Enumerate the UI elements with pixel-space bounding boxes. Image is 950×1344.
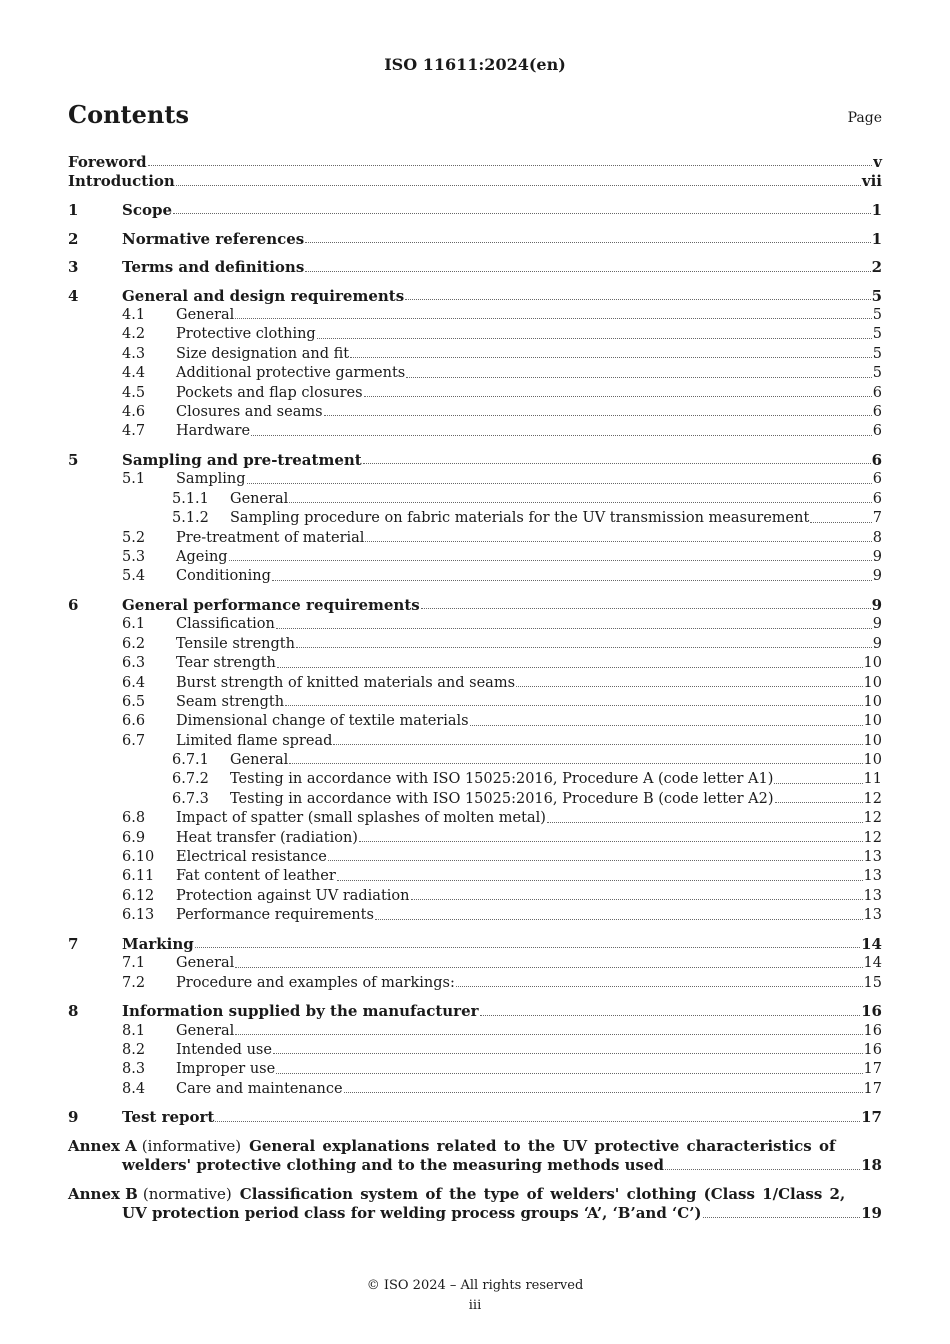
toc-entry-page: 16 [863,1022,882,1039]
toc-entry-number: 7 [68,934,79,953]
toc-entry-page: 13 [863,907,882,924]
document-header: ISO 11611:2024(en) [384,55,566,74]
toc-entry-number: 5.1.2 [172,510,209,527]
dot-leader [176,184,861,186]
toc-entry-label: General [176,955,235,972]
toc-entry-page: 6 [871,451,882,470]
toc-entry[interactable] [68,848,882,867]
annex-page: 19 [861,1204,882,1223]
toc-entry-label: General [230,752,289,769]
toc-entry-label: Sampling [176,471,246,488]
toc-entry-page: 10 [863,693,882,710]
toc-entry[interactable] [68,172,882,191]
toc-entry-number: 6.4 [122,674,146,691]
toc-entry-page: 9 [872,635,882,652]
toc-entry-page: 10 [863,713,882,730]
toc-entry-page: 10 [863,674,882,691]
toc-entry-number: 4.7 [122,423,146,440]
annex-page: 18 [861,1156,882,1175]
dot-leader [350,356,872,358]
toc-entry-number: 5.1 [122,471,146,488]
page-title: Contents [68,100,189,129]
toc-entry-number: 5.1.1 [172,490,209,507]
dot-leader [337,879,863,881]
toc-entry[interactable] [68,490,882,509]
toc-entry-page: 5 [872,345,882,362]
toc-entry-number: 6.9 [122,829,146,846]
toc-entry-page: 5 [872,326,882,343]
dot-leader [324,414,872,416]
dot-leader [305,270,870,272]
toc-entry-label: Sampling procedure on fabric materials for the UV transmission measurement [230,510,810,527]
toc-entry-page: 9 [872,548,882,565]
toc-entry-page: 8 [872,529,882,546]
toc-entry-label: Terms and definitions [122,258,305,277]
dot-leader [774,782,862,784]
toc-entry-number: 8.4 [122,1080,146,1097]
toc-entry[interactable] [68,287,882,306]
toc-entry-page: vii [861,172,882,191]
toc-entry-label: Introduction [68,172,175,191]
dot-leader [247,482,872,484]
toc-entry[interactable] [68,712,882,731]
toc-entry-label: Closures and seams [176,404,323,421]
dot-leader [456,985,863,987]
toc-entry-page: 11 [863,771,882,788]
annex-entry[interactable] [68,1185,882,1224]
toc-entry-number: 6.7.3 [172,790,209,807]
dot-leader [251,434,872,436]
dot-leader [277,666,863,668]
toc-entry-page: 9 [872,568,882,585]
toc-entry-label: Care and maintenance [176,1080,343,1097]
toc-entry[interactable] [68,732,882,751]
dot-leader [289,501,871,503]
toc-entry-label: Foreword [68,153,147,171]
page-column-label: Page [847,110,882,126]
toc-entry-label: Protective clothing [176,326,316,343]
toc-entry-label: Protection against UV radiation [176,887,410,904]
toc-entry-label: Dimensional change of textile materials [176,713,469,730]
toc-entry-number: 5 [68,451,79,470]
dot-leader [364,395,872,397]
toc-entry-number: 4.2 [122,326,146,343]
toc-entry-number: 6.1 [122,616,146,633]
toc-entry[interactable] [68,1022,882,1041]
toc-entry-number: 8.3 [122,1061,146,1078]
toc-entry-label: Tear strength [176,655,276,672]
toc-entry-page: 10 [863,655,882,672]
toc-entry[interactable] [68,306,882,325]
dot-leader [344,1091,863,1093]
toc-entry[interactable] [68,974,882,993]
dot-leader [273,1052,863,1054]
dot-leader [480,1014,861,1016]
toc-entry-label: Procedure and examples of markings: [176,974,455,991]
toc-entry-number: 5.3 [122,548,146,565]
dot-leader [665,1168,860,1170]
dot-leader [359,840,863,842]
toc-entry[interactable] [68,230,882,249]
toc-entry[interactable] [68,770,882,789]
toc-entry-label: Limited flame spread [176,732,333,749]
toc-entry-label: Testing in accordance with ISO 15025:2016, Procedure A (code letter A1) [230,771,774,788]
toc-entry[interactable] [68,674,882,693]
toc-entry-number: 7.2 [122,974,146,991]
toc-entry-number: 6.7 [122,732,146,749]
dot-leader [296,646,872,648]
toc-entry-number: 5.4 [122,568,146,585]
toc-entry[interactable] [68,1108,882,1127]
toc-entry[interactable] [68,887,882,906]
dot-leader [547,821,863,823]
toc-entry-label: Information supplied by the manufacturer [122,1002,479,1021]
dot-leader [235,966,862,968]
toc-entry-page: 7 [872,510,882,527]
toc-entry-number: 4.6 [122,404,146,421]
toc-entry[interactable] [68,403,882,422]
toc-entry[interactable] [68,615,882,634]
toc-entry-label: Impact of spatter (small splashes of molten metal) [176,810,546,827]
dot-leader [405,298,870,300]
toc-entry-label: Additional protective garments [176,365,406,382]
toc-entry[interactable] [68,906,882,925]
toc-entry[interactable] [68,829,882,848]
dot-leader [363,462,871,464]
toc-entry-number: 8.1 [122,1022,146,1039]
toc-entry-page: v [873,153,882,171]
dot-leader [235,1033,862,1035]
toc-entry-page: 5 [871,286,882,305]
toc-entry-page: 9 [871,595,882,614]
toc-entry-label: Marking [122,934,194,953]
toc-entry-number: 4.4 [122,365,146,382]
toc-entry-number: 9 [68,1108,79,1127]
toc-entry-number: 6.2 [122,635,146,652]
toc-entry[interactable] [68,529,882,548]
toc-entry-page: 2 [871,258,882,277]
toc-entry[interactable] [68,345,882,364]
toc-entry-label: Fat content of leather [176,868,336,885]
toc-entry[interactable] [68,867,882,886]
toc-entry-label: Pre-treatment of material [176,529,365,546]
toc-entry-number: 5.2 [122,529,146,546]
page-footer [0,1276,950,1316]
toc-entry-label: Normative references [122,229,305,248]
toc-entry[interactable] [68,201,882,220]
dot-leader [195,946,860,948]
toc-entry-label: Ageing [176,548,228,565]
annex-kind: (normative) [142,1184,232,1203]
toc-entry-page: 10 [863,752,882,769]
table-of-contents [68,153,882,1224]
toc-entry-page: 13 [863,849,882,866]
toc-entry-page: 17 [863,1080,882,1097]
toc-entry-number: 1 [68,200,79,219]
toc-entry[interactable] [68,153,882,172]
toc-entry[interactable] [68,809,882,828]
toc-entry[interactable] [68,509,882,528]
dot-leader [328,859,863,861]
toc-entry-label: General [230,490,289,507]
annex-kind: (informative) [141,1136,242,1155]
toc-entry[interactable] [68,258,882,277]
toc-entry-label: Sampling and pre-treatment [122,451,362,470]
toc-entry-number: 3 [68,258,79,277]
toc-entry-label: General performance requirements [122,595,420,614]
toc-entry[interactable] [68,384,882,403]
dot-leader [375,918,863,920]
dot-leader [810,521,871,523]
toc-entry-number: 4.1 [122,307,146,324]
toc-entry-label: Tensile strength [176,635,295,652]
toc-entry-page: 12 [863,810,882,827]
toc-entry[interactable] [68,1002,882,1021]
toc-entry[interactable] [68,548,882,567]
toc-entry-number: 8.2 [122,1041,146,1058]
toc-entry[interactable] [68,364,882,383]
toc-entry-page: 9 [872,616,882,633]
toc-entry-page: 6 [872,490,882,507]
toc-entry-label: Pockets and flap closures [176,384,363,401]
toc-entry-number: 6 [68,595,79,614]
dot-leader [775,801,863,803]
toc-entry-label: Heat transfer (radiation) [176,829,358,846]
dot-leader [235,317,871,319]
toc-entry-number: 6.5 [122,693,146,710]
toc-entry-page: 6 [872,404,882,421]
toc-entry[interactable] [68,325,882,344]
toc-entry-label: Electrical resistance [176,849,327,866]
toc-entry-label: Conditioning [176,568,271,585]
dot-leader [289,762,862,764]
annex-title-line1: General explanations related to the UV protective characteristics of [249,1136,836,1155]
toc-entry[interactable] [68,954,882,973]
toc-entry-page: 13 [863,887,882,904]
toc-entry-label: General [176,1022,235,1039]
toc-entry-number: 6.3 [122,655,146,672]
toc-entry[interactable] [68,1080,882,1099]
toc-entry-label: Classification [176,616,275,633]
dot-leader [333,743,862,745]
dot-leader [406,376,872,378]
toc-entry-page: 1 [871,200,882,219]
toc-entry-number: 4.5 [122,384,146,401]
toc-entry-label: Burst strength of knitted materials and seams [176,674,516,691]
toc-entry-page: 12 [863,790,882,807]
toc-entry-page: 17 [863,1061,882,1078]
toc-entry-page: 16 [863,1041,882,1058]
toc-entry[interactable] [68,422,882,441]
annex-label: Annex B [68,1184,138,1203]
toc-entry-page: 15 [863,974,882,991]
annex-entry[interactable] [68,1137,882,1176]
toc-entry-page: 17 [861,1108,882,1127]
toc-entry[interactable] [68,1060,882,1079]
annex-title-line2: UV protection period class for welding process groups ‘A’, ‘B’and ‘C’) [122,1204,702,1223]
dot-leader [317,337,872,339]
dot-leader [215,1120,860,1122]
toc-entry-label: Seam strength [176,693,285,710]
toc-entry-label: Testing in accordance with ISO 15025:2016, Procedure B (code letter A2) [230,790,774,807]
dot-leader [148,164,873,166]
toc-entry-page: 14 [861,934,882,953]
toc-entry-page: 6 [872,471,882,488]
toc-entry-page: 14 [863,955,882,972]
dot-leader [703,1216,861,1218]
toc-entry-label: Improper use [176,1061,276,1078]
dot-leader [173,212,871,214]
toc-entry-label: Size designation and fit [176,345,350,362]
toc-entry-page: 13 [863,868,882,885]
toc-entry-label: Scope [122,200,173,219]
toc-entry-number: 7.1 [122,955,146,972]
toc-entry-page: 16 [861,1002,882,1021]
toc-entry-page: 12 [863,829,882,846]
dot-leader [516,685,863,687]
toc-entry-number: 4 [68,286,79,305]
toc-entry-number: 6.12 [122,887,155,904]
toc-entry[interactable] [68,1041,882,1060]
dot-leader [470,724,863,726]
toc-entry[interactable] [68,751,882,770]
toc-entry-label: General [176,307,235,324]
toc-entry-number: 6.8 [122,810,146,827]
toc-entry-number: 6.7.1 [172,752,209,769]
toc-entry-page: 1 [871,229,882,248]
copyright-notice: © ISO 2024 – All rights reserved [366,1278,584,1293]
dot-leader [276,627,872,629]
toc-entry-number: 8 [68,1002,79,1021]
annex-title-line1: Classification system of the type of welders' clothing (Class 1/Class 2, [239,1184,846,1203]
toc-entry-page: 5 [872,365,882,382]
toc-entry-page: 5 [872,307,882,324]
dot-leader [421,607,871,609]
toc-entry[interactable] [68,451,882,470]
toc-entry-number: 6.10 [122,849,155,866]
dot-leader [411,898,863,900]
toc-entry-label: Intended use [176,1041,272,1058]
toc-entry-page: 6 [872,384,882,401]
toc-entry[interactable] [68,790,882,809]
toc-entry-page: 10 [863,732,882,749]
annex-title-line2: welders' protective clothing and to the measuring methods used [122,1156,665,1175]
toc-entry-number: 2 [68,229,79,248]
toc-entry[interactable] [68,635,882,654]
dot-leader [305,241,870,243]
toc-entry-label: Hardware [176,423,251,440]
toc-entry-label: General and design requirements [122,286,405,305]
toc-entry[interactable] [68,470,882,489]
toc-entry[interactable] [68,935,882,954]
toc-entry[interactable] [68,654,882,673]
dot-leader [276,1072,862,1074]
dot-leader [272,579,872,581]
toc-entry-number: 6.13 [122,907,155,924]
toc-entry-page: 6 [872,423,882,440]
toc-entry-number: 4.3 [122,345,146,362]
toc-entry-number: 6.7.2 [172,771,209,788]
toc-entry-number: 6.6 [122,713,146,730]
toc-entry-number: 6.11 [122,868,155,885]
page-number: iii [468,1298,482,1313]
toc-entry-label: Test report [122,1108,215,1127]
dot-leader [229,559,872,561]
toc-entry[interactable] [68,567,882,586]
toc-entry[interactable] [68,596,882,615]
toc-entry[interactable] [68,693,882,712]
toc-entry-label: Performance requirements [176,907,374,924]
dot-leader [365,540,871,542]
annex-label: Annex A [68,1136,137,1155]
dot-leader [285,704,862,706]
